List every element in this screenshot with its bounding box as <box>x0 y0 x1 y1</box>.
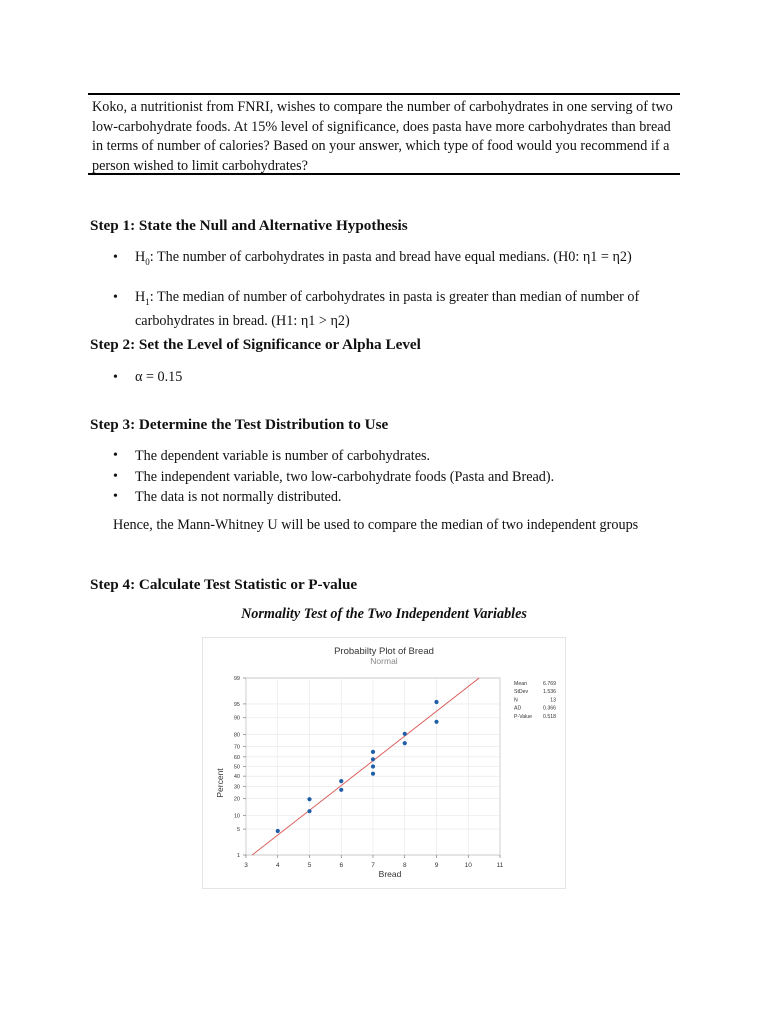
chart-subtitle: Normal <box>370 656 398 666</box>
data-point <box>276 829 280 833</box>
stat-label: P-Value <box>514 713 533 720</box>
stat-label: Mean <box>514 681 527 687</box>
data-point <box>403 732 407 736</box>
y-tick-label: 20 <box>233 796 240 803</box>
x-tick-label: 3 <box>244 862 248 869</box>
data-point <box>434 720 438 724</box>
y-axis-label: Percent <box>215 768 225 798</box>
test-distribution-list <box>113 446 683 508</box>
stat-value: 6.769 <box>543 681 556 687</box>
data-point <box>371 764 375 768</box>
data-point <box>307 797 311 801</box>
x-tick-label: 4 <box>275 862 280 869</box>
y-tick-label: 95 <box>233 701 240 708</box>
stat-value: 13 <box>550 697 556 704</box>
probability-plot <box>202 637 566 889</box>
data-point <box>339 779 343 783</box>
y-tick-label: 5 <box>236 827 240 834</box>
data-point <box>403 741 407 745</box>
problem-statement <box>88 93 680 175</box>
stat-value: 0.518 <box>543 713 556 720</box>
list-item: • The independent variable, two low-carbohydrate foods (Pasta and Bread). <box>113 467 683 488</box>
y-tick-label: 10 <box>233 813 240 820</box>
probability-plot-svg <box>203 638 565 888</box>
data-point <box>371 757 375 761</box>
stat-label: StDev <box>514 689 529 696</box>
y-tick-label: 80 <box>233 732 240 739</box>
x-tick-label: 11 <box>496 862 504 869</box>
problem-text: Koko, a nutritionist from FNRI, wishes to compare the number of carbohydrates in one serving of two low-carbohydrate foods. At 15% level of significance, does pasta have more carbohydrates than bread in terms of number of calories? Based on your answer, which type of food would you recommend if a person wished to limit carbohydrates? <box>92 99 673 174</box>
data-point <box>307 809 311 813</box>
data-point <box>339 788 343 792</box>
x-tick-label: 9 <box>434 862 439 869</box>
alpha-value: • α = 0.15 <box>113 368 683 387</box>
y-tick-label: 70 <box>233 744 240 751</box>
list-item: • The dependent variable is number of carbohydrates. <box>113 446 683 467</box>
stat-label: N <box>514 697 518 704</box>
figure-title: Normality Test of the Two Independent Variables <box>241 606 527 622</box>
test-choice-note: Hence, the Mann-Whitney U will be used to compare the median of two independent groups <box>113 517 639 533</box>
alt-hypothesis-list <box>113 288 683 331</box>
x-axis-label: Bread <box>378 869 402 879</box>
chart-title: Probabilty Plot of Bread <box>334 646 434 657</box>
data-point <box>434 700 438 704</box>
x-tick-label: 5 <box>307 862 312 869</box>
y-tick-label: 60 <box>233 754 240 761</box>
y-tick-label: 99 <box>233 676 240 682</box>
y-tick-label: 50 <box>233 764 240 771</box>
x-tick-label: 7 <box>371 862 375 869</box>
stat-label: AD <box>514 705 522 712</box>
null-hypothesis: • $H_0$: The number of carbohydrates in pasta and bread have equal medians. (H0: η1 = η2) <box>113 248 683 272</box>
y-tick-label: 40 <box>233 774 240 781</box>
step3-heading: Step 3: Determine the Test Distribution to Use <box>90 416 389 433</box>
stat-value: 1.536 <box>543 689 556 696</box>
step2-heading: Step 2: Set the Level of Significance or Alpha Level <box>90 336 421 353</box>
alternative-hypothesis: • $H_1$: The median of number of carbohydrates in pasta is greater than median of number of carbohydrates in bread. (H1: η1 > η2) <box>113 288 683 331</box>
data-point <box>371 750 375 754</box>
x-tick-label: 10 <box>464 862 472 869</box>
x-tick-label: 8 <box>402 862 407 869</box>
hypothesis-list <box>113 248 683 272</box>
y-tick-label: 90 <box>233 715 240 722</box>
x-tick-label: 6 <box>339 862 344 869</box>
list-item: • The data is not normally distributed. <box>113 487 683 508</box>
step1-heading: Step 1: State the Null and Alternative Hypothesis <box>90 217 408 234</box>
alpha-list <box>113 368 683 387</box>
stat-value: 0.366 <box>543 705 556 712</box>
step4-heading: Step 4: Calculate Test Statistic or P-value <box>90 576 358 593</box>
y-tick-label: 30 <box>233 784 240 791</box>
y-tick-label: 1 <box>236 853 240 859</box>
data-point <box>371 772 375 776</box>
